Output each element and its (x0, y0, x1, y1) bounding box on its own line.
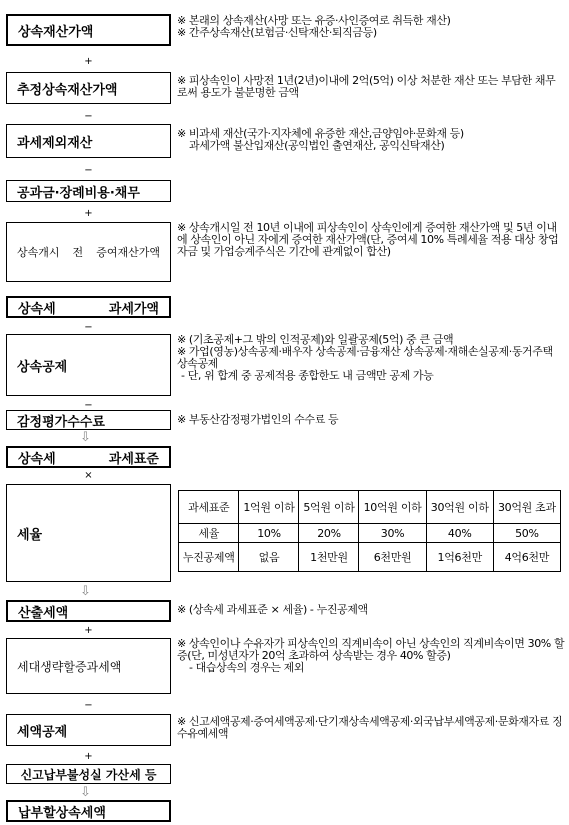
note-line: ※ 상속인이나 수유자가 피상속인의 직계비속이 아닌 상속인의 직계비속이면 30% 할증(단, 미성년자가 20억 초과하여 상속받는 경우 40% 할증) (177, 637, 565, 662)
step-inherited-property-value (6, 14, 171, 46)
note-excluded-property (177, 128, 565, 152)
step-label: 상속개시 전 증여재산가액 (17, 246, 160, 259)
deduction-cell: 없음 (239, 543, 299, 572)
deduction-cell: 1천만원 (299, 543, 359, 572)
note-line: ※ (상속세 과세표준 × 세율) - 누진공제액 (177, 603, 368, 616)
minus-operator: − (84, 700, 93, 711)
plus-operator: + (84, 56, 93, 67)
step-label: 산출세액 (18, 605, 69, 621)
minus-operator: − (84, 400, 93, 411)
plus-operator: + (84, 751, 93, 762)
step-label: 세액공제 (17, 724, 68, 740)
note-appraisal-fees (177, 414, 565, 426)
rate-cell: 40% (426, 524, 493, 543)
note-line: ※ 부동산감정평가법인의 수수료 등 (177, 413, 339, 426)
note-line: 과세가액 불산입재산(공익법인 출연재산, 공익신탁재산) (189, 139, 445, 152)
note-line: ※ 본래의 상속재산(사망 또는 유증·사인증여로 취득한 재산) (177, 14, 451, 27)
step-tax-rate (6, 484, 171, 582)
bracket-cell: 30억원 초과 (493, 491, 560, 524)
note-presumed-property (177, 75, 565, 99)
step-presumed-inherited-property (6, 72, 171, 104)
times-operator: × (84, 470, 93, 481)
step-label: 세율 (17, 527, 43, 543)
step-excluded-property (6, 124, 171, 158)
rate-cell: 50% (493, 524, 560, 543)
step-label: 신고납부불성실 가산세 등 (20, 767, 157, 782)
rate-cell: 10% (239, 524, 299, 543)
note-inherited-property (177, 15, 565, 39)
step-label: 추정상속재산가액 (17, 82, 118, 98)
down-arrow-icon: ⇩ (80, 785, 91, 800)
rate-cell: 20% (299, 524, 359, 543)
down-arrow-icon: ⇩ (80, 584, 91, 599)
note-line: - 대습상속의 경우는 제외 (189, 661, 305, 674)
step-label: 과세제외재산 (17, 135, 93, 151)
bracket-cell: 10억원 이하 (359, 491, 426, 524)
note-line: ※ 가업(영농)상속공제·배우자 상속공제·금융재산 상속공제·재해손실공제·동거주택 상속공제 (177, 345, 553, 370)
note-calculated-tax (177, 604, 565, 616)
note-line: ※ 피상속인이 사망전 1년(2년)이내에 2억(5억) 이상 처분한 재산 또는 부담한 채무로써 용도가 불분명한 금액 (177, 74, 556, 99)
note-line: ※ 비과세 재산(국가·지자체에 유증한 재산,금양임야·문화재 등) (177, 127, 464, 140)
note-tax-credits (177, 716, 565, 740)
step-label: 납부할상속세액 (18, 805, 106, 821)
step-tax-credits (6, 714, 171, 746)
rate-table-rate-row (179, 524, 561, 543)
plus-operator: + (84, 208, 93, 219)
step-inheritance-tax-base (6, 446, 171, 468)
step-label: 세대생략할증과세액 (17, 659, 122, 674)
rate-row-label: 세율 (179, 524, 239, 543)
tax-rate-table (178, 490, 561, 572)
step-label: 공과금·장례비용·채무 (17, 185, 140, 201)
deduction-cell: 4억6천만 (493, 543, 560, 572)
bracket-cell: 30억원 이하 (426, 491, 493, 524)
note-line: ※ 신고세액공제·증여세액공제·단기재상속세액공제·외국납부세액공제·문화재자료 징수유예세액 (177, 715, 563, 740)
note-line: ※ 상속개시일 전 10년 이내에 피상속인이 상속인에게 증여한 재산가액 및 5년 이내에 상속인이 아닌 자에게 증여한 재산가액(단, 증여세 10% 특례세율 적용 대상 창업자금 및 가업승계주식은 기간에 관계없이 합산) (177, 221, 559, 258)
step-label: 상속세 과세가액 (18, 301, 159, 317)
step-penalty-surcharge (6, 764, 171, 784)
minus-operator: − (84, 165, 93, 176)
plus-operator: + (84, 625, 93, 636)
deduction-cell: 1억6천만 (426, 543, 493, 572)
note-generation-skipping (177, 638, 565, 674)
down-arrow-icon: ⇩ (80, 430, 91, 445)
bracket-cell: 5억원 이하 (299, 491, 359, 524)
step-calculated-tax (6, 600, 171, 622)
note-inheritance-deductions (177, 334, 565, 382)
rate-table-deduction-row (179, 543, 561, 572)
deduction-row-label: 누진공제액 (179, 543, 239, 572)
step-label: 상속재산가액 (18, 24, 94, 40)
step-label: 상속세 과세표준 (18, 451, 159, 467)
step-generation-skipping-surcharge (6, 638, 171, 694)
bracket-cell: 1억원 이하 (239, 491, 299, 524)
rate-table-header-row (179, 491, 561, 524)
minus-operator: − (84, 322, 93, 333)
step-inheritance-deductions (6, 334, 171, 396)
note-pre-inheritance-gifts (177, 222, 565, 258)
note-line: ※ (기초공제+그 밖의 인적공제)와 일괄공제(5억) 중 큰 금액 (177, 333, 454, 346)
rate-cell: 30% (359, 524, 426, 543)
step-taxable-inheritance-value (6, 296, 171, 318)
step-taxes-funeral-debts (6, 180, 171, 202)
step-pre-inheritance-gifts (6, 222, 171, 282)
step-appraisal-fees (6, 410, 171, 430)
step-label: 감정평가수수료 (17, 414, 105, 430)
step-label: 상속공제 (17, 359, 68, 375)
minus-operator: − (84, 111, 93, 122)
note-line: - 단, 위 합계 중 공제적용 종합한도 내 금액만 공제 가능 (181, 369, 434, 382)
rate-table-corner: 과세표준 (179, 491, 239, 524)
step-payable-inheritance-tax (6, 800, 171, 822)
note-line: ※ 간주상속재산(보험금·신탁재산·퇴직금등) (177, 26, 377, 39)
deduction-cell: 6천만원 (359, 543, 426, 572)
